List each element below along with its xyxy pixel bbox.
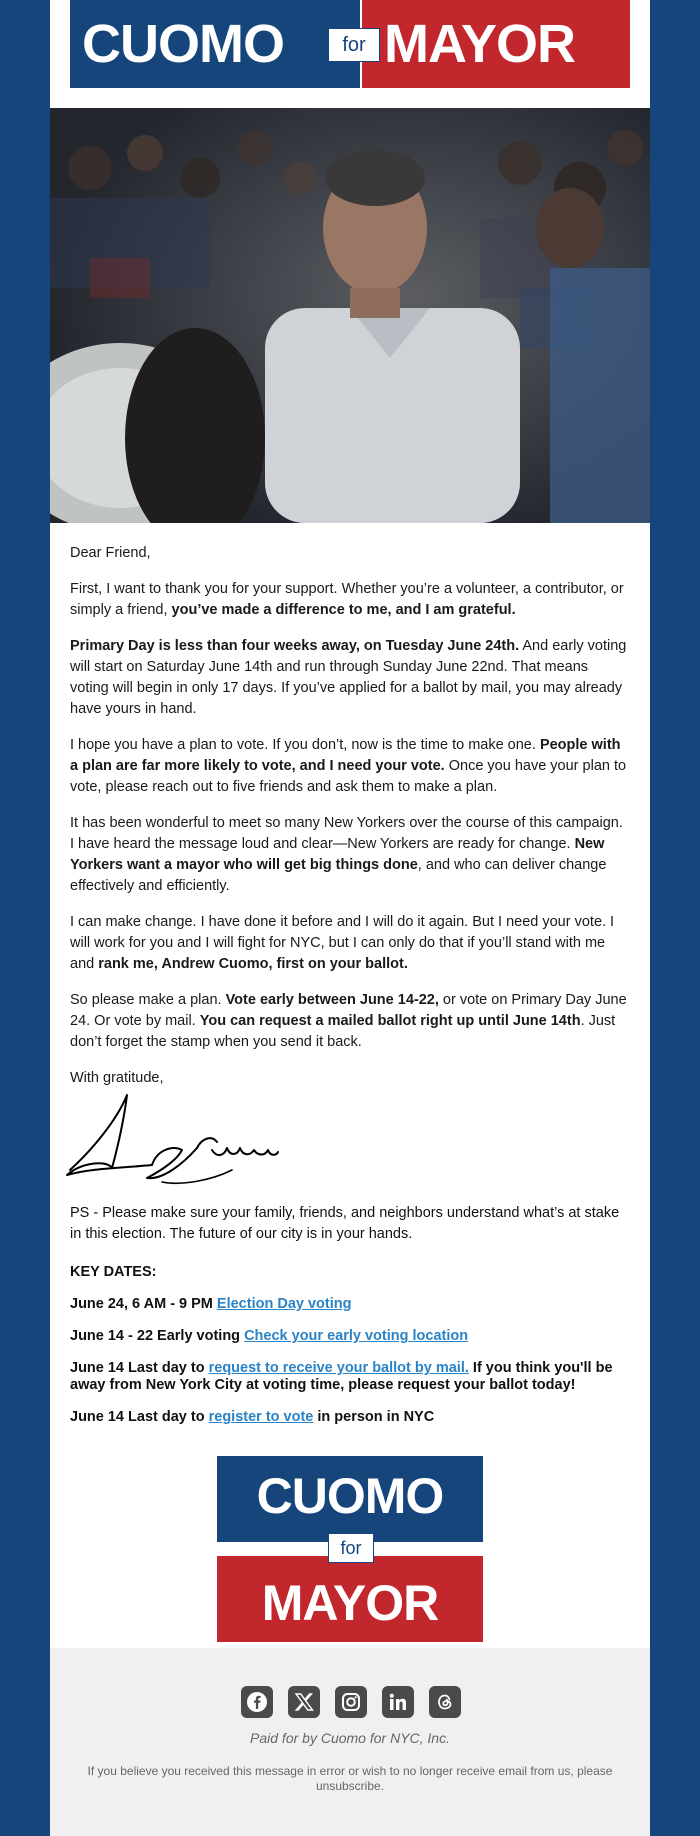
instagram-icon[interactable] (335, 1686, 367, 1718)
footer-logo[interactable] (217, 1456, 483, 1642)
facebook-icon[interactable] (241, 1686, 273, 1718)
paragraph-change: I can make change. I have done it before and I will do it again. But I need your vote. I will work for you and I will fight for NYC, but I can only do that if you’ll stand with me and rank me, Andrew Cuomo, first on your ballot. (70, 914, 615, 972)
logo-word-mayor: MAYOR (384, 14, 576, 74)
hero-photo (50, 108, 650, 523)
key-dates-heading: KEY DATES: (70, 1264, 157, 1280)
paragraph-vote-early: So please make a plan. Vote early between June 14-22, or vote on Primary Day June 24. Or vote by mail. You can request a mailed ballot right up until June 14th. Just don’t forget the stamp when you send it back. (70, 992, 627, 1050)
closing: With gratitude, (70, 1070, 164, 1086)
x-icon[interactable] (288, 1686, 320, 1718)
letter-body (70, 543, 630, 1104)
linkedin-icon[interactable] (382, 1686, 414, 1718)
logo-word-cuomo: CUOMO (82, 14, 284, 74)
key-date-election-day: June 24, 6 AM - 9 PM Election Day voting (70, 1296, 352, 1312)
paid-for-disclaimer: Paid for by Cuomo for NYC, Inc. (250, 1730, 450, 1746)
election-day-link[interactable]: Election Day voting (216, 1296, 352, 1312)
social-links (241, 1686, 461, 1720)
header-logo[interactable] (70, 0, 630, 88)
key-dates (70, 1264, 630, 1441)
paragraph-plan: I hope you have a plan to vote. If you don’t, now is the time to make one. People with a plan are far more likely to vote, and I need your vote. Once you have your plan to vote, please reach out to five friends and ask them to make a plan. (70, 737, 627, 795)
logo-word-for: for (328, 28, 380, 62)
footer-logo-cuomo: CUOMO (217, 1456, 483, 1542)
footer (50, 1648, 650, 1836)
signature-image (62, 1090, 282, 1190)
footer-logo-for: for (328, 1533, 374, 1563)
email-body (50, 0, 650, 1836)
footer-logo-mayor: MAYOR (217, 1556, 483, 1642)
postscript: PS - Please make sure your family, friends, and neighbors understand what’s at stake in this election. The future of our city is in your hands. (70, 1205, 620, 1242)
paragraph-thanks: First, I want to thank you for your support. Whether you’re a volunteer, a contributor, or simply a friend, you’ve made a difference to me, and I am grateful. (70, 581, 624, 618)
paragraph-campaign: It has been wonderful to meet so many New Yorkers over the course of this campaign. I have heard the message loud and clear—New Yorkers are ready for change. New Yorkers want a mayor who will get big things done, and who can deliver change effectively and efficiently. (70, 815, 623, 894)
greeting: Dear Friend, (70, 545, 151, 561)
unsubscribe-text[interactable]: If you believe you received this message in error or wish to no longer receive email from us, please unsubscribe. (87, 1764, 613, 1793)
threads-icon[interactable] (429, 1686, 461, 1718)
key-date-register: June 14 Last day to register to vote in person in NYC (70, 1409, 435, 1425)
early-voting-location-link[interactable]: Check your early voting location (244, 1328, 469, 1344)
key-date-mail-ballot: June 14 Last day to request to receive your ballot by mail. If you think you'll be away from New York City at voting time, please request your ballot today! (70, 1360, 613, 1393)
register-to-vote-link[interactable]: register to vote (208, 1409, 314, 1425)
paragraph-primary-day: Primary Day is less than four weeks away, on Tuesday June 24th. And early voting will start on Saturday June 14th and run through Sunday June 22nd. That means voting will begin in only 17 days. If you’ve applied for a ballot by mail, you may already have yours in hand. (70, 638, 627, 717)
key-date-early-voting: June 14 - 22 Early voting Check your early voting location (70, 1328, 469, 1344)
mail-ballot-link[interactable]: request to receive your ballot by mail. (208, 1360, 469, 1376)
